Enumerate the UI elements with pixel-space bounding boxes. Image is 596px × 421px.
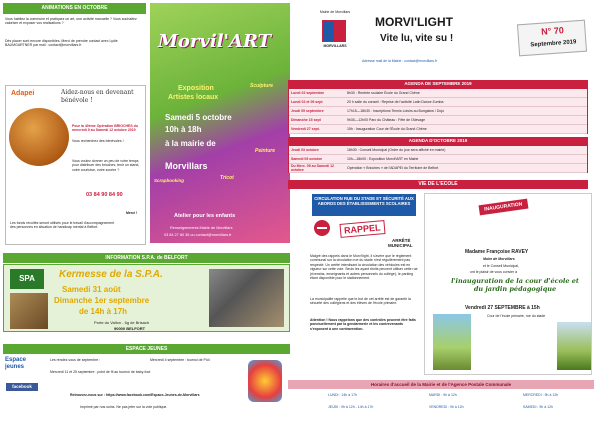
agenda-text: 10h—18h00 : Exposition Morvil'ART en Mairie [347, 156, 419, 161]
horaire-jeudi: JEUDI : 9h à 12h - 14h à 17h [328, 405, 374, 409]
adapei-phone: 03 84 90 84 90 [86, 192, 123, 198]
agenda-text: 15h : Inauguration Cour de l'École du Grand Chêne [347, 126, 427, 131]
playground-image-2 [557, 322, 591, 370]
right-page [291, 0, 596, 421]
arrete-label1: ARRÊTÉ [392, 238, 411, 243]
brioche-image [9, 108, 69, 166]
agenda-date: Lundi 02 septembre [291, 90, 325, 95]
newsletter-title: MORVI'LIGHT [375, 15, 453, 29]
sens-interdit-icon [314, 220, 330, 236]
morvillars-label: MORVILLARS [323, 44, 347, 48]
spa-line1: Samedi 31 août [62, 285, 121, 294]
poster-peinture: Peinture [255, 148, 276, 154]
agenda-oct-rows [289, 146, 587, 173]
poster-info: Renseignements Mairie de Morvillars [170, 226, 233, 230]
invite-plaisir: ont le plaisir de vous convier à [470, 270, 518, 274]
invite-headline: l'inauguration de la cour d'école et du jardin pédagogique [451, 277, 579, 293]
agenda-text: 9h30—12h00 Parc du Château : Fête de l'Alevage [347, 117, 426, 122]
agenda-date: Jeudi 05 septembre [291, 108, 324, 113]
animations-contact: Dès placer sont encore disponibles. Merci de prendre contact avec Lydie BAUMGARTNER par mail : contact@morvillars.fr [5, 39, 118, 48]
agenda-oct-title: AGENDA D'OCTOBRE 2019 [288, 137, 588, 145]
adapei-subtitle: Aidez-nous en devenant bénévole ! [61, 89, 134, 104]
spa-address2: 90000 BELFORT [114, 326, 146, 331]
agenda-row [289, 116, 587, 125]
agenda-text: Opération « Brioches » de l'ADAPEI du Territoire de Belfort [347, 165, 439, 170]
ecole-title: VIE DE L'ECOLE [288, 180, 588, 189]
adapei-block [5, 85, 146, 245]
agenda-date: Samedi 05 octobre [291, 156, 323, 161]
newsletter-subtitle: Vite lu, vite su ! [380, 33, 454, 44]
horaires-title: Horaires d'accueil de la Mairie et de l'Agence Postale Communale [288, 380, 594, 389]
horaire-mercredi: MERCREDI : 9h à 12h [523, 393, 559, 397]
agenda-sept-table [288, 88, 588, 134]
invite-name: Madame Françoise RAVEY [465, 249, 529, 255]
morvillars-crest [322, 20, 346, 42]
jeunes-line1: Les rendez-vous de septembre : [50, 358, 101, 362]
jeunes-mascot-image [248, 360, 282, 402]
agenda-row [289, 125, 587, 134]
poster-place2: Morvillars [165, 161, 208, 171]
agenda-date: Lundi 02 et 09 sept [291, 99, 323, 104]
horaire-samedi: SAMEDI : 9h à 12h [523, 405, 553, 409]
morvilart-poster [150, 3, 290, 243]
jeunes-line1b: Mercredi 4 septembre : tournoi de Pô4 [150, 358, 210, 362]
invitation-card [424, 193, 592, 375]
agenda-sept-rows [289, 89, 587, 134]
playground-image [433, 314, 471, 370]
poster-place1: à la mairie de [165, 139, 216, 148]
jeunes-line3: Retrouvez-nous sur : https://www.facebook.com/Espace-Jeunes-de-Morvillars [70, 393, 200, 397]
agenda-oct-table [288, 145, 588, 173]
spa-line2: Dimanche 1er septembre [54, 296, 150, 305]
mairie-label: Mairie de Morvillars [319, 10, 351, 14]
agenda-date: Jeudi 03 octobre [291, 147, 319, 152]
benevole-text: Vous recherchez des bénévoles ! [72, 139, 124, 143]
invite-role: Maire de Morvillars [483, 257, 515, 261]
adapei-logo: Adapei [11, 90, 35, 97]
agenda-date: Du Merc. 09 au Samedi 12 octobre [291, 163, 334, 172]
poster-sculpture: Sculpture [250, 83, 274, 89]
agenda-text: 18h30 : Conseil Municipal (Ordre du jour sera affiché en mairie) [347, 147, 446, 152]
jeunes-line4: Imprimé par nos soins. Ne pas jeter sur la voie publique. [80, 405, 168, 409]
poster-tricot: Tricot [220, 175, 234, 181]
spa-address1: Porte du Vallon - 6g de Brisach [94, 320, 150, 325]
jeunes-logo: Espace jeunes [5, 357, 27, 370]
ecole-para2: La municipalité rappelle que le but de cet arrêté est de garantir la sécurité des collégiens et des élèves de l'école primaire. [310, 297, 411, 306]
facebook-badge: facebook [6, 383, 38, 391]
agenda-text: 17h15—18h30 : Inscriptions Tennis Loisirs au Bungalow / Dojo [347, 108, 445, 113]
agenda-sept-title: AGENDA DE SEPTEMBRE 2019 [288, 80, 588, 88]
poster-contact: 03 84 27 80 36 ou contact@morvillars.fr [164, 233, 232, 237]
circulation-banner: CIRCULATION RUE DU STADE ET SÉCURITÉ AUX ABORDS DES ÉTABLISSEMENTS SCOLAIRES [312, 194, 416, 216]
animations-intro: Vous habitez la commune et pratiquez un art, une activité manuelle ? Vous souhaitez valoriser et exposer vos réalisations ? [5, 17, 137, 26]
issue-number: N° 70 [540, 25, 565, 37]
poster-atelier: Atelier pour les enfants [174, 213, 236, 219]
invite-place: Cour de l'école primaire, rue du stade [487, 314, 546, 318]
spa-line3: de 14h à 17h [79, 307, 128, 316]
agenda-row [289, 89, 587, 98]
invite-council: et le Conseil Municipal, [483, 264, 519, 268]
poster-date: Samedi 5 octobre [165, 113, 232, 122]
jeunes-line2: Mercredi 11 et 25 septembre : point de fil au tournoi de baby-foot [50, 370, 151, 374]
spa-title: INFORMATION S.P.A. de BELFORT [3, 253, 290, 263]
rappel-stamp: RAPPEL [339, 220, 385, 238]
horaire-mardi: MARDI : 9h à 12h [429, 393, 457, 397]
horaire-vendredi: VENDREDI : 9h à 12h [429, 405, 464, 409]
agenda-row [289, 107, 587, 116]
adapei-merci: Merci ! [126, 211, 138, 215]
poster-logo: Morvil'ART [158, 31, 272, 52]
issue-box [517, 20, 587, 57]
spa-dogs-image [10, 293, 48, 329]
poster-expo2: Artistes locaux [168, 94, 219, 101]
poster-scrap: Scrapbooking [154, 178, 185, 183]
jeunes-title: ESPACE JEUNES [3, 344, 290, 354]
agenda-text: 20 h salle du conseil : Reprise de l'activité Latin Dance Zumba [347, 99, 444, 104]
agenda-date: Dimanche 15 sept [291, 117, 321, 122]
inauguration-ribbon: INAUGURATION [479, 199, 528, 216]
horaire-lundi: LUNDI : 14h à 17h [328, 393, 357, 397]
poster-expo1: Exposition [178, 85, 214, 92]
disponible-text: Vous voulez donner un peu de votre temps pour distribuer des brioches, tenir un stand, votre courtoise, votre sourire ? [72, 159, 140, 172]
spa-cats-image [209, 269, 284, 327]
spa-logo: SPA [10, 269, 44, 289]
spa-block [3, 264, 290, 332]
issue-month: Septembre 2019 [530, 39, 577, 49]
adapei-footer: Les fonds récoltés seront utilisés pour le travail d'accompagnement des personnes en situation de handicap mental à Belfort. [10, 221, 115, 230]
agenda-date: Vendredi 27 sept. [291, 126, 320, 131]
agenda-row [289, 146, 587, 155]
arrete-label2: MUNICIPAL [388, 243, 413, 248]
animations-title: ANIMATIONS EN OCTOBRE [3, 3, 146, 14]
agenda-text: 8h30 : Rentrée scolaire École du Grand Chêne [347, 90, 420, 95]
agenda-row [289, 98, 587, 107]
ecole-para3: Attention ! Nous rappelons que des contrôles peuvent être faits ponctuellement par la gendarmerie et les contrevenants s'exposent à une contravention. [310, 318, 416, 331]
ecole-para1: Malgré des rappels dans le Morvi'light, il s'avère que le règlement communal sur la circulation rue du stade n'est régulièrement pas respecté. Un arrêté interdisant la circulation des véhicules est en vigueur sur cette voie. Seuls les ayant droits peuvent utiliser cette rue (riverains, enseignants et autres personnels du collège), le parking étant disponible pour le stationnement. [310, 254, 418, 281]
brioche-text: Pour la 40ème Opération BRIOCHES du mercredi 9 au Samedi 12 octobre 2019 [72, 124, 138, 133]
spa-headline: Kermesse de la S.P.A. [59, 269, 163, 280]
agenda-row [289, 164, 587, 173]
invite-date: Vendredi 27 SEPTEMBRE à 15h [465, 305, 540, 311]
poster-time: 10h à 18h [165, 125, 202, 134]
header-address: Adresse mail de la Mairie : contact@morvillars.fr [362, 59, 438, 63]
